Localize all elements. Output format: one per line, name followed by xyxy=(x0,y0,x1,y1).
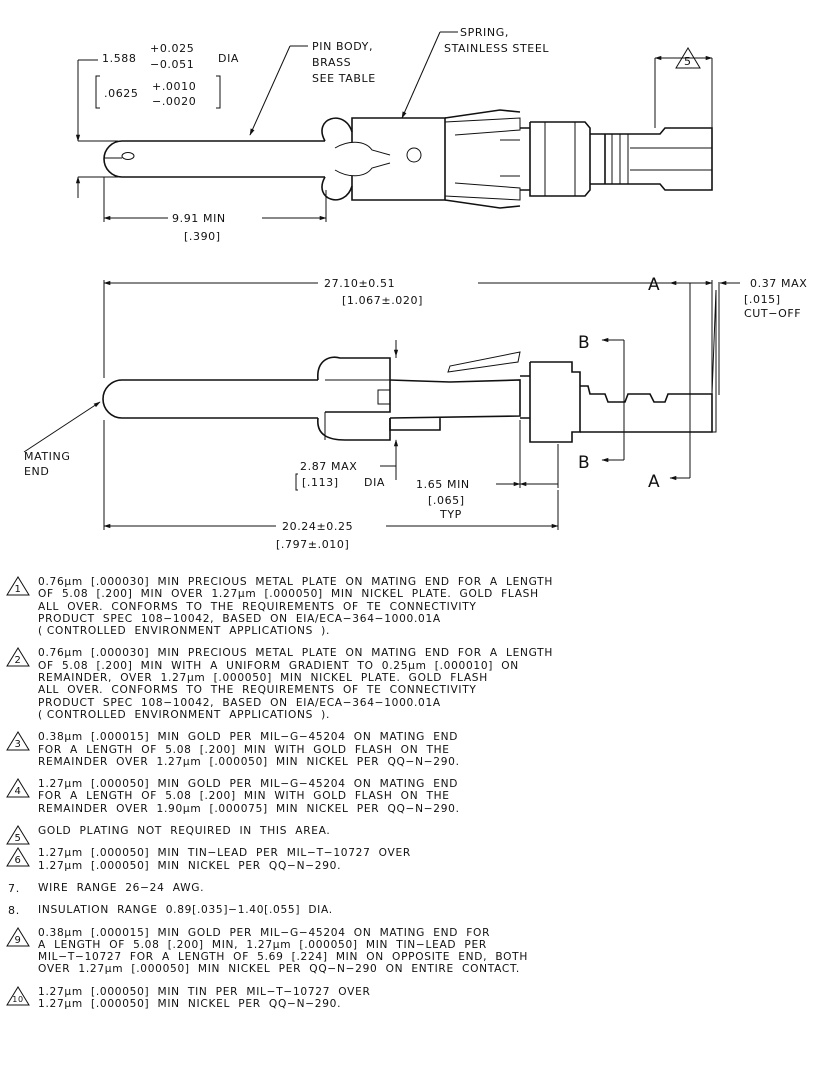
note-item xyxy=(6,847,828,872)
flag-5-number: 5 xyxy=(684,55,692,68)
note-flag-icon xyxy=(6,576,30,596)
side-view xyxy=(24,275,807,551)
note-line: 1.27μm [.000050] MIN TIN PER MIL−T−10727 OVER xyxy=(38,985,371,998)
note-line: OVER 1.27μm [.000050] MIN NICKEL PER QQ−N−290 ON ENTIRE CONTACT. xyxy=(38,963,520,976)
min-length-value: 9.91 MIN xyxy=(172,212,226,225)
note-flag-icon xyxy=(6,731,30,751)
cutoff-inch: [.015] xyxy=(744,293,781,306)
length-2024-inch: [.797±.010] xyxy=(276,538,350,551)
top-barrel xyxy=(520,122,590,196)
note-line: MIL−T−10727 FOR A LENGTH OF 5.69 [.224] MIN ON OPPOSITE END, BOTH xyxy=(38,951,528,964)
min-length-inch: [.390] xyxy=(184,230,221,243)
note-item xyxy=(6,904,828,916)
note-line: WIRE RANGE 26−24 AWG. xyxy=(38,881,205,894)
note-item xyxy=(6,927,828,976)
pin-body-label-1: PIN BODY, xyxy=(312,40,374,53)
section-a-top: A xyxy=(648,275,660,295)
note-flag-icon xyxy=(6,825,30,845)
spring-label-2: STAINLESS STEEL xyxy=(444,42,550,55)
note-flag-icon xyxy=(6,778,30,798)
min-165-value: 1.65 MIN xyxy=(416,478,470,491)
top-body-plate xyxy=(352,118,445,200)
note-line: REMAINDER OVER 1.27μm [.000050] MIN NICKEL PER QQ−N−290. xyxy=(38,755,460,768)
side-barrel xyxy=(520,362,580,442)
note-line: REMAINDER, OVER 1.27μm [.000050] MIN NICKEL PLATE. GOLD FLASH xyxy=(38,672,488,685)
note-number: 8. xyxy=(8,904,20,918)
overall-length-inch: [1.067±.020] xyxy=(342,294,423,307)
top-pin-body xyxy=(104,141,325,177)
note-line: FOR A LENGTH OF 5.08 [.200] MIN WITH GOLD FLASH ON THE xyxy=(38,743,450,756)
note-line: INSULATION RANGE 0.89[.035]−1.40[.055] DIA. xyxy=(38,904,333,917)
max-dia-unit: DIA xyxy=(364,476,386,489)
note-line: ALL OVER. CONFORMS TO THE REQUIREMENTS OF TE CONNECTIVITY xyxy=(38,600,477,613)
note-flag-number: 4 xyxy=(14,786,22,798)
note-line: OF 5.08 [.200] MIN OVER 1.27μm [.000050] MIN NICKEL PLATE. GOLD FLASH xyxy=(38,588,539,601)
note-line: 1.27μm [.000050] MIN NICKEL PER QQ−N−290. xyxy=(38,859,342,872)
note-line: OF 5.08 [.200] MIN WITH A UNIFORM GRADIENT TO 0.25μm [.000010] ON xyxy=(38,659,519,672)
cutoff-label: CUT−OFF xyxy=(744,307,802,320)
min-165-inch: [.065] xyxy=(428,494,465,507)
note-flag-number: 10 xyxy=(12,994,24,1004)
note-line: ALL OVER. CONFORMS TO THE REQUIREMENTS OF TE CONNECTIVITY xyxy=(38,684,477,697)
note-flag-number: 3 xyxy=(14,739,22,751)
min-165-typ: TYP xyxy=(440,508,462,521)
plating-notes xyxy=(6,576,828,1020)
pin-body-label-3: SEE TABLE xyxy=(312,72,376,85)
note-item xyxy=(6,731,828,768)
note-line: 0.76μm [.000030] MIN PRECIOUS METAL PLATE ON MATING END FOR A LENGTH xyxy=(38,647,553,660)
note-line: ( CONTROLLED ENVIRONMENT APPLICATIONS ). xyxy=(38,708,331,721)
spring-label-1: SPRING, xyxy=(460,26,509,39)
note-line: 1.27μm [.000050] MIN GOLD PER MIL−G−45204 ON MATING END xyxy=(38,778,459,791)
note-line: REMAINDER OVER 1.90μm [.000075] MIN NICKEL PER QQ−N−290. xyxy=(38,802,460,815)
cutoff-max: 0.37 MAX xyxy=(750,277,808,290)
section-a-bottom: A xyxy=(648,472,660,492)
top-crimp xyxy=(590,128,712,190)
max-dia-inch: [.113] xyxy=(302,476,339,489)
pin-body-label-2: BRASS xyxy=(312,56,352,69)
top-spring xyxy=(445,118,520,200)
side-pin-body xyxy=(103,380,318,418)
dia-tol-minus: −0.051 xyxy=(150,58,195,71)
side-crimp xyxy=(580,386,712,432)
note-item xyxy=(6,778,828,815)
side-shoulder xyxy=(318,357,390,440)
note-line: 1.27μm [.000050] MIN NICKEL PER QQ−N−290. xyxy=(38,998,342,1011)
note-flag-icon xyxy=(6,927,30,947)
top-view xyxy=(78,26,712,243)
dia-value: 1.588 xyxy=(102,52,137,65)
note-flag-icon xyxy=(6,647,30,667)
note-line: ( CONTROLLED ENVIRONMENT APPLICATIONS ). xyxy=(38,625,331,638)
note-flag-icon xyxy=(6,847,30,867)
max-dia-value: 2.87 MAX xyxy=(300,460,358,473)
note-line: 0.38μm [.000015] MIN GOLD PER MIL−G−45204 ON MATING END xyxy=(38,731,459,744)
section-b-top: B xyxy=(578,333,590,353)
note-line: FOR A LENGTH OF 5.08 [.200] MIN WITH GOLD FLASH ON THE xyxy=(38,790,450,803)
note-item xyxy=(6,647,828,721)
note-number: 7. xyxy=(8,881,20,895)
top-shoulder xyxy=(322,118,352,200)
overall-length: 27.10±0.51 xyxy=(324,277,396,290)
note-flag-number: 1 xyxy=(14,584,22,595)
note-line: 0.38μm [.000015] MIN GOLD PER MIL−G−45204 ON MATING END FOR xyxy=(38,926,491,939)
dia-inch-plus: +.0010 xyxy=(152,80,197,93)
side-body-plate xyxy=(390,380,520,430)
note-line: PRODUCT SPEC 108−10042, BASED ON EIA/ECA−364−1000.01A xyxy=(38,612,441,625)
dia-inch-value: .0625 xyxy=(104,87,139,100)
note-item xyxy=(6,825,828,845)
note-item xyxy=(6,986,828,1011)
note-item xyxy=(6,576,828,637)
note-item xyxy=(6,882,828,894)
note-line: 1.27μm [.000050] MIN TIN−LEAD PER MIL−T−10727 OVER xyxy=(38,847,411,860)
side-spring xyxy=(448,352,520,372)
dia-inch-minus: −.0020 xyxy=(152,95,197,108)
note-line: A LENGTH OF 5.08 [.200] MIN, 1.27μm [.000050] MIN TIN−LEAD PER xyxy=(38,938,487,951)
note-flag-number: 5 xyxy=(14,833,22,845)
length-2024: 20.24±0.25 xyxy=(282,520,354,533)
note-flag-number: 2 xyxy=(14,655,22,667)
dia-tol-plus: +0.025 xyxy=(150,42,195,55)
note-line: GOLD PLATING NOT REQUIRED IN THIS AREA. xyxy=(38,825,331,838)
note-flag-number: 9 xyxy=(14,934,22,946)
note-flag-icon xyxy=(6,986,30,1006)
mating-end-label-2: END xyxy=(24,465,50,478)
mating-end-label-1: MATING xyxy=(24,450,71,463)
note-line: 0.76μm [.000030] MIN PRECIOUS METAL PLATE ON MATING END FOR A LENGTH xyxy=(38,576,553,588)
section-b-bottom: B xyxy=(578,453,590,473)
dia-unit: DIA xyxy=(218,52,240,65)
note-line: PRODUCT SPEC 108−10042, BASED ON EIA/ECA−364−1000.01A xyxy=(38,696,441,709)
note-flag-number: 6 xyxy=(14,855,22,867)
